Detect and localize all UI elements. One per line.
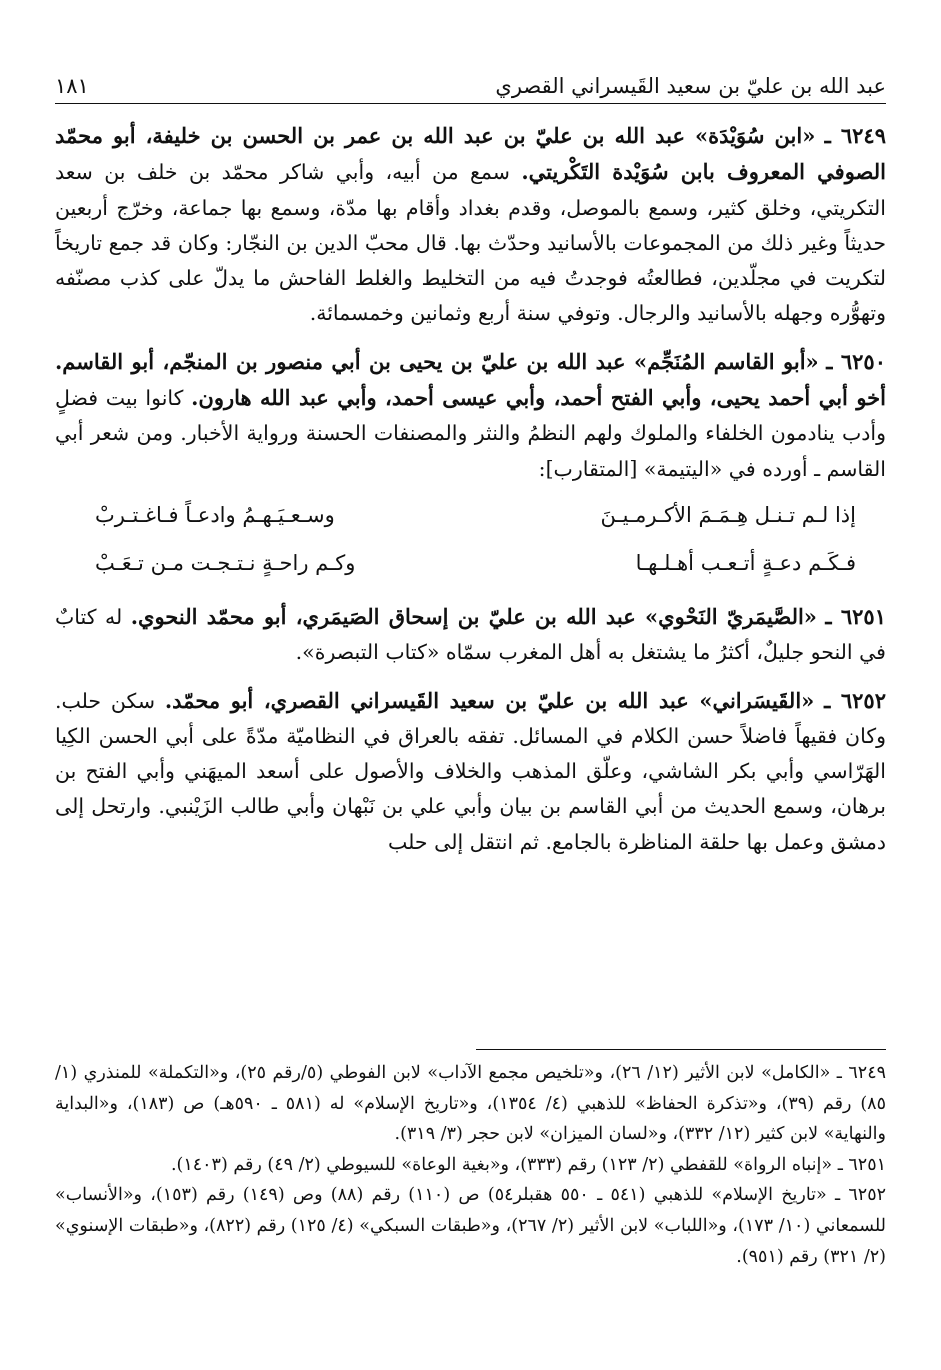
biography-entry-6249 xyxy=(55,118,886,332)
poem-verse xyxy=(55,539,886,587)
verse-first-hemistich: إذا لـم تـنـل هِـمَـمَ الأكـرمـيـنَ xyxy=(600,502,856,527)
entry-heading: «أبو القاسم المُنَجِّم» عبد الله بن عليّ بن يحيى بن أبي منصور بن المنجّم، أبو القاسم. أخو أبي أحمد يحيى، وأبي الفتح أحمد، وأبي عيسى أحمد، وأبي عبد الله هارون. xyxy=(55,348,886,411)
biography-entry-6251 xyxy=(55,599,886,671)
entry-number: ٦٢٥٢ ـ xyxy=(824,687,886,713)
biography-entry-6252 xyxy=(55,683,886,860)
body-text xyxy=(55,118,886,872)
entry-text: له كتابٌ في النحو جليلٌ، أكثرُ ما يشتغل به أهل المغرب سمّاه «كتاب التبصرة». xyxy=(55,604,886,665)
poem xyxy=(55,491,886,587)
entry-number: ٦٢٥٠ ـ xyxy=(826,348,886,374)
footnotes xyxy=(55,1058,886,1272)
verse-second-hemistich: وسـعـيَـهـمُ وادعـاً فـاغـتـربْ xyxy=(95,502,335,527)
footnote: ٦٢٤٩ ـ «الكامل» لابن الأثير (١٢/ ٢٦)، و«تلخيص مجمع الآداب» لابن الفوطي (٥/رقم ٢٥)، و«التكملة» للمنذري (١/ ٨٥) رقم (٣٩)، و«تذكرة الحفاظ» للذهبي (٤/ ١٣٥٤)، و«تاريخ الإسلام» له (٥٨١ ـ ٥٩٠هـ) ص (١٨٣)، و«البداية والنهاية» لابن كثير (١٢/ ٣٣٢)، و«لسان الميزان» لابن حجر (٣/ ٣١٩). xyxy=(55,1063,887,1145)
entry-number: ٦٢٤٩ ـ xyxy=(824,123,886,148)
footnote: ٦٢٥١ ـ «إنباه الرواة» للقفطي (٢/ ١٢٣) رقم (٣٣٣)، و«بغية الوعاة» للسيوطي (٢/ ٤٩) رقم (١٤٠٣). xyxy=(170,1154,886,1175)
entry-number: ٦٢٥١ ـ xyxy=(825,603,886,629)
biography-entry-6250 xyxy=(55,344,886,587)
running-header-title: عبد الله بن عليّ بن سعيد القَيسراني القصري xyxy=(495,74,886,98)
verse-first-hemistich: فـكَـم دعـةٍ أتـعـب أهـلـهـا xyxy=(635,550,856,575)
entry-text: كانوا بيت فضلٍ وأدب ينادمون الخلفاء والملوك ولهم النظمُ والنثر والمصنفات الحسنة ورواية الأخبار. ومن شعر أبي القاسم ـ أورده في «اليتيمة» [المتقارب]: xyxy=(55,386,886,481)
entry-heading: «ابن سُوَيْدَة» عبد الله بن عليّ بن عبد الله بن عمر بن الحسن بن خليفة، أبو محمّد الصوفي المعروف بابن سُوَيْدة التَكْريتي. xyxy=(55,123,887,185)
verse-second-hemistich: وكـم راحـةٍ نـتـجـت مـن تـعَـبْ xyxy=(95,550,356,575)
running-header xyxy=(55,58,886,98)
entry-heading: «القَيسَراني» عبد الله بن عليّ بن سعيد القَيسراني القصري، أبو محمّد. xyxy=(164,687,815,713)
header-rule xyxy=(55,103,886,104)
entry-heading: «الصَّيمَريّ النَحْوي» عبد الله بن عليّ بن إسحاق الصَيمَري، أبو محمّد النحوي. xyxy=(130,603,817,629)
footnote-rule xyxy=(476,1049,886,1050)
footnote: ٦٢٥٢ ـ «تاريخ الإسلام» للذهبي (٥٤١ ـ ٥٥٠ هقبلر٥٤) ص (١١٠) رقم (٨٨) وص (١٤٩) رقم (١٥٣)، و«الأنساب» للسمعاني (١٠/ ١٧٣)، و«اللباب» لابن الأثير (٢/ ٢٦٧)، و«طبقات السبكي» (٤/ ١٢٥) رقم (٨٢٢)، و«طبقات الإسنوي» (٢/ ٣٢١) رقم (٩٥١). xyxy=(55,1185,887,1267)
poem-verse xyxy=(55,491,886,539)
page-number: ١٨١ xyxy=(55,74,89,98)
entry-text: سكن حلب. وكان فقيهاً فاضلاً حسن الكلام في المسائل. تفقه بالعراق في النظاميّة مدّةً على أبي الحسن الكِيا الهَرّاسي وأبي بكر الشاشي، وعلّق المذهب والخلاف والأصول على أسعد الميهَني وأبي الفتح بن برهان، وسمع الحديث من أبي القاسم بن بيان وأبي علي بن نَبْهان وأبي طالب الزَيْنبي. وارتحل إلى دمشق وعمل بها حلقة المناظرة بالجامع. ثم انتقل إلى حلب xyxy=(55,688,886,854)
entry-text: سمع من أبيه، وأبي شاكر محمّد بن خلف بن سعد التكريتي، وخلق كثير، وسمع بالموصل، وقدم بغداد وأقام بها مدّة، وسمع بها جماعة، وخرّج أربعين حديثاً وغير ذلك من المجموعات بالأسانيد وحدّث بها. قال محبّ الدين بن النجّار: وكان قد جمع تاريخاً لتكريت في مجلّدين، فطالعتُه فوجدتُ فيه من التخليط والغلط الفاحش ما يدلّ على كذب مصنّفه وتهوُّره وجهله بالأسانيد والرجال. وتوفي سنة أربع وثمانين وخمسمائة. xyxy=(55,160,886,326)
